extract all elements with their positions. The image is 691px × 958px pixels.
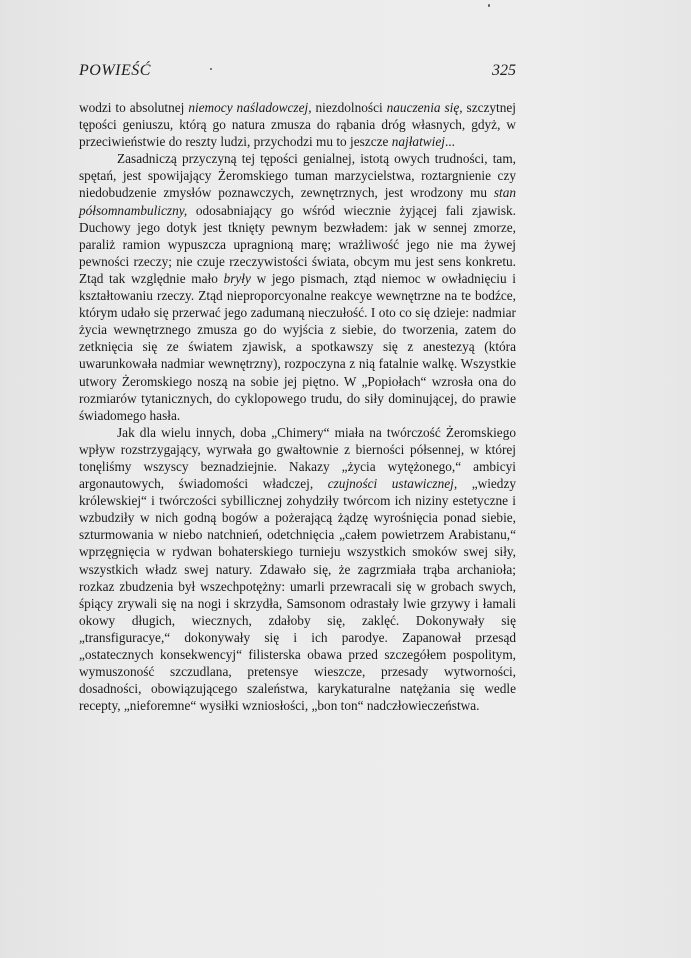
running-head [79, 62, 516, 84]
text-run: wodzi to absolutnej [79, 100, 189, 115]
italic-phrase: stan półsomnambuliczny, [79, 185, 516, 218]
text-run: Zasadniczą przyczyną tej tępości genialnej, istotą owych trudności, tam, spętań, jest spowijający Żeromskiego tuman marzycielstwa, roztargnienie czy niedobudzenie zmysłów poznawczych, zewnętrznych, jest wrodzony mu [79, 151, 516, 201]
paper-speck [488, 4, 490, 7]
italic-phrase: bryły [223, 270, 251, 286]
paper-speck [210, 68, 212, 70]
italic-phrase: niemocy naśladowczej, [188, 100, 312, 115]
paragraph [79, 424, 516, 715]
paragraph [79, 150, 516, 424]
text-run: ... [444, 134, 455, 150]
text-run: Jak dla wielu innych, doba „Chimery“ miała na twórczość Żeromskiego wpływ rozstrzygający, wyrwała go gwałtownie z bierności półsennej, w której tonęliśmy wszyscy beznadziejnie. Nakazy „życia wytężonego,“ ambicyi argonautowych, świadomości władczej, [79, 424, 516, 492]
text-run: „wiedzy królewskiej“ i twórczości sybillicznej zohydziły twórcom ich niziny estetyczne i wzbudziły w nich godną bogów a pożerającą żądzę wyrośnięcia ponad siebie, szturmowania w niebo natchnień, odetchnięcia „całem powietrzem Arabistanu,“ wprzęgnięcia w rydwan bohaterskiego turnieju wszystkich smoków swej siły, wszystkich władz swej natury. Zdawało się, że zagrzmiała trąba archanioła; rozkaz zbudzenia był wszechpotężny: umarli przewracali się w grobach swych, śpiący zrywali się na nogi i skrzydła, Samsonom odrastały lwie grzywy i łamali okowy długich, wiecznych, zdałoby się, zaklęć. Dokonywały się „transfiguracye,“ dokonywały się i ich parodye. Zapanował przesąd „ostatecznych konsekwencyj“ filisterska obawa przed szczegółem pospolitym, wymuszoność szczudlana, pretensye wieszcze, przesady wytworności, dosadności, obowiązującego szaleństwa, karykaturalne natężania się wedle recepty, „nieforemne“ wysiłki wzniosłości, „bon ton“ nadczłowieczeństwa. [79, 476, 517, 714]
italic-phrase: nauczenia się, [386, 100, 463, 115]
italic-phrase: najłatwiej [391, 134, 445, 150]
text-run: odosabniający go wśród wiecznie żyjącej fali zjawisk. Duchowy jego dotyk jest tknięty pewnym bezwładem: jak w sennej zmorze, paraliż ramion wypuszcza upragnioną marę; wrażliwość jego nie ma żywej pewności rzeczy; nie czuje rzeczywistości świata, obcym mu jest sens konkretu. Ztąd tak względnie mało [79, 202, 516, 286]
page-number: 325 [492, 62, 516, 79]
text-run: niezdolności [311, 100, 387, 115]
running-title: POWIEŚĆ [79, 62, 151, 79]
text-run: szczytnej tępości geniuszu, którą go natura zmusza do rąbania dróg własnych, gdyż, w przeciwieństwie do reszty ludzi, przychodzi mu to jeszcze [79, 100, 516, 150]
body-text [79, 99, 516, 714]
text-run: w jego pismach, ztąd niemoc w owładnięciu i kształtowaniu rzeczy. Ztąd nieproporcyonalne reakcye wewnętrzne na te bodźce, którym udało się przerwać jego zadumaną nieczułość. I oto co się dzieje: nadmiar życia wewnętrznego zmusza go do wyjścia z siebie, do tworzenia, zatem do zetknięcia się ze światem zjawisk, a spotkawszy się z anestezyą (która uwarunkowała nadmiar wewnętrzny), rozpoczyna z nią fatalnie walkę. Wszystkie utwory Żeromskiego noszą na sobie jej piętno. W „Popiołach“ wzrosła ona do rozmiarów tytanicznych, do cyklopowego trudu, do siły dominującej, do prawie świadomego hasła. [79, 270, 517, 423]
paragraph [79, 99, 516, 150]
italic-phrase: czujności ustawicznej, [327, 476, 458, 492]
